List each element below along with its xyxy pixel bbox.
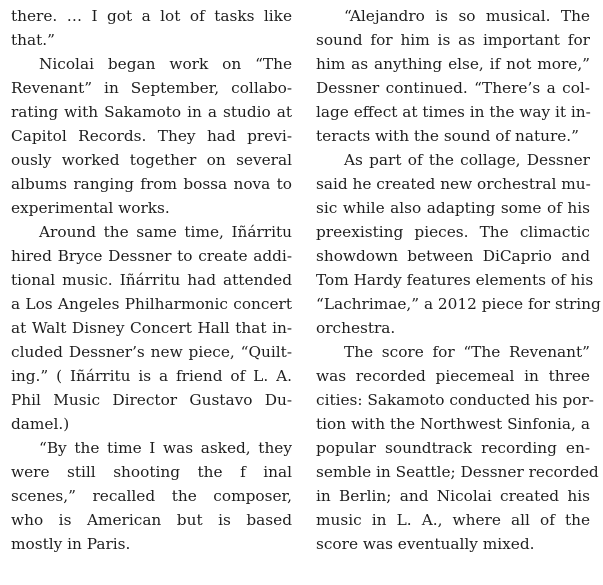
text-line: score was eventually mixed. bbox=[316, 535, 535, 553]
text-line: mostly in Paris. bbox=[11, 535, 131, 553]
text-line: lage effect at times in the way it in- bbox=[316, 103, 591, 121]
text-line: scenes,” recalled the composer, bbox=[11, 487, 292, 505]
text-line: Tom Hardy features elements of his bbox=[316, 271, 594, 289]
text-line: experimental works. bbox=[11, 199, 170, 217]
text-line: a Los Angeles Philharmonic concert bbox=[11, 295, 292, 313]
text-line: albums ranging from bossa nova to bbox=[11, 175, 292, 193]
text-line: Phil Music Director Gustavo Du- bbox=[11, 391, 292, 409]
text-line: As part of the collage, Dessner bbox=[344, 151, 590, 169]
text-line: teracts with the sound of nature.” bbox=[316, 127, 579, 145]
text-line: Nicolai began work on “The bbox=[39, 55, 292, 73]
text-line: music in L. A., where all of the bbox=[316, 511, 590, 529]
text-line: “Lachrimae,” a 2012 piece for string bbox=[316, 295, 601, 313]
text-line: in Berlin; and Nicolai created his bbox=[316, 487, 590, 505]
text-line: tion with the Northwest Sinfonia, a bbox=[316, 415, 590, 433]
text-line: sic while also adapting some of his bbox=[316, 199, 590, 217]
text-line: was recorded piecemeal in three bbox=[316, 367, 590, 385]
text-line: there. … I got a lot of tasks like bbox=[11, 7, 292, 25]
text-line: ing.” ( Iñárritu is a friend of L. A. bbox=[11, 367, 292, 385]
text-line: said he created new orchestral mu- bbox=[316, 175, 591, 193]
text-line: Revenant” in September, collabo- bbox=[11, 79, 292, 97]
text-line: at Walt Disney Concert Hall that in- bbox=[11, 319, 292, 337]
text-line: him as anything else, if not more,” bbox=[316, 55, 590, 73]
text-line: The score for “The Revenant” bbox=[344, 343, 590, 361]
text-line: Capitol Records. They had previ- bbox=[11, 127, 292, 145]
text-line: hired Bryce Dessner to create addi- bbox=[11, 247, 292, 265]
text-line: were still shooting the f inal bbox=[11, 463, 292, 481]
text-line: damel.) bbox=[11, 415, 70, 433]
text-line: cluded Dessner’s new piece, “Quilt- bbox=[11, 343, 292, 361]
text-line: Around the same time, Iñárritu bbox=[39, 223, 292, 241]
text-line: that.” bbox=[11, 31, 55, 49]
text-line: semble in Seattle; Dessner recorded bbox=[316, 463, 599, 481]
text-line: who is American but is based bbox=[11, 511, 292, 529]
text-line: preexisting pieces. The climactic bbox=[316, 223, 590, 241]
right-text-column bbox=[316, 4, 601, 556]
text-line: sound for him is as important for bbox=[316, 31, 590, 49]
text-line: ously worked together on several bbox=[11, 151, 292, 169]
text-line: popular soundtrack recording en- bbox=[316, 439, 590, 457]
text-line: Dessner continued. “There’s a col- bbox=[316, 79, 590, 97]
text-line: “By the time I was asked, they bbox=[39, 439, 292, 457]
text-line: orchestra. bbox=[316, 319, 396, 337]
left-text-column bbox=[11, 4, 292, 556]
text-line: tional music. Iñárritu had attended bbox=[11, 271, 292, 289]
text-line: cities: Sakamoto conducted his por- bbox=[316, 391, 594, 409]
text-line: rating with Sakamoto in a studio at bbox=[11, 103, 292, 121]
text-line: showdown between DiCaprio and bbox=[316, 247, 590, 265]
text-line: “Alejandro is so musical. The bbox=[344, 7, 590, 25]
